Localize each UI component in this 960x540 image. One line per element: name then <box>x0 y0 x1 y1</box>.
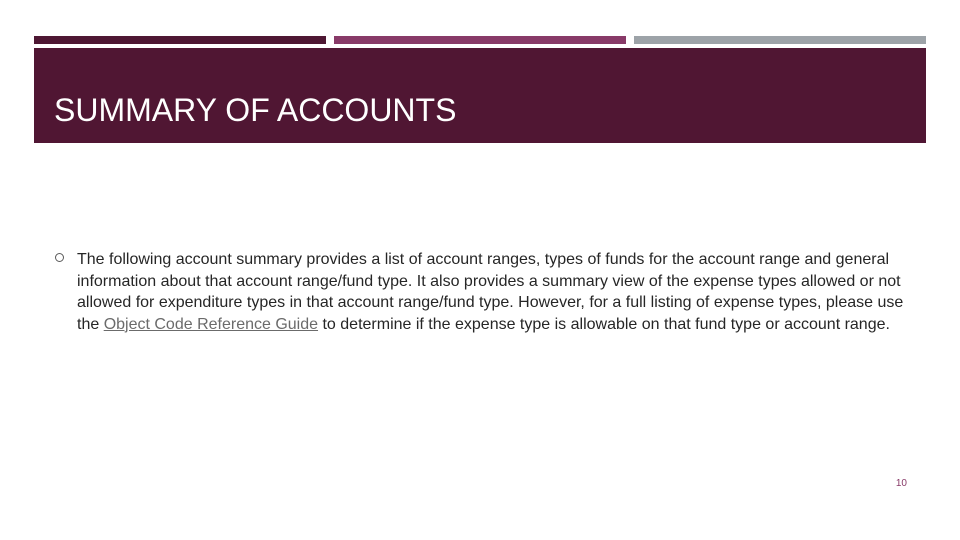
body-bullet-list <box>55 249 905 335</box>
title-band <box>34 48 926 143</box>
page-number: 10 <box>895 478 907 489</box>
slide-title: SUMMARY OF ACCOUNTS <box>54 92 457 128</box>
accent-bar-gray <box>634 36 926 44</box>
object-code-reference-guide-link[interactable]: Object Code Reference Guide <box>103 315 319 333</box>
accent-bar-dark <box>34 36 326 44</box>
bullet-item <box>55 249 905 335</box>
hollow-circle-bullet-icon <box>55 253 64 262</box>
body-text-after-link: to determine if the expense type is allowable on that fund type or account range. <box>318 315 890 333</box>
body-text-before-link: The following account summary provides a list of account ranges, types of funds for the account range and general information about that account range/fund type. It also provides a summary view of the expense types allowed or not allowed for expenditure types in that account range/fund type. However, for a full listing of expense types, please use the <box>77 251 904 333</box>
accent-bar-mid <box>334 36 626 44</box>
